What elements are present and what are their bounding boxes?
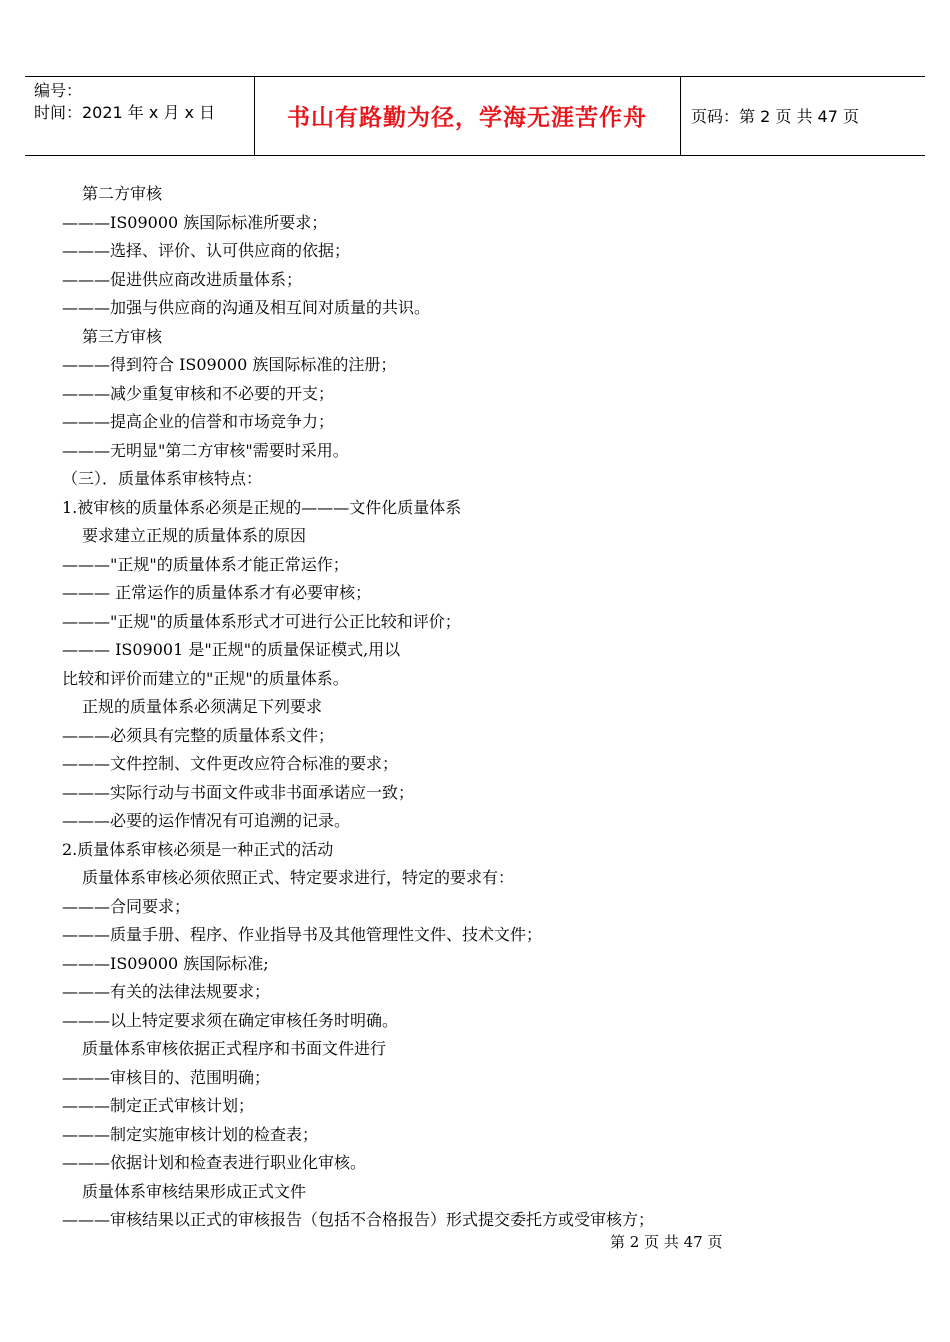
section-heading-line: 正规的质量体系必须满足下列要求 (82, 697, 323, 716)
text-line: ———促进供应商改进质量体系； (62, 269, 303, 289)
section-heading-line: 要求建立正规的质量体系的原因 (82, 526, 307, 545)
header-top-rule (25, 76, 925, 77)
text-line: ——— IS09001 是"正规"的质量保证模式,用以 (62, 640, 401, 659)
section-heading-line: 质量体系审核依据正式程序和书面文件进行 (82, 1039, 387, 1058)
text-line: ———以上特定要求须在确定审核任务时明确。 (62, 1010, 399, 1030)
text-line: ———文件控制、文件更改应符合标准的要求； (62, 754, 399, 773)
text-line: ——— 正常运作的质量体系才有必要审核； (62, 583, 372, 602)
text-line: ———实际行动与书面文件或非书面承诺应一致； (62, 782, 415, 802)
text-line: ———必要的运作情况有可追溯的记录。 (62, 811, 351, 830)
text-line: ———IS09000 族国际标准; (62, 953, 269, 973)
header-divider-right (680, 76, 681, 156)
text-line: ———减少重复审核和不必要的开支； (62, 383, 335, 403)
section-heading-line: 第二方审核 (82, 184, 163, 203)
text-line: 比较和评价而建立的"正规"的质量体系。 (62, 668, 349, 688)
text-line: ———合同要求； (62, 896, 191, 916)
text-line: 1.被审核的质量体系必须是正规的———文件化质量体系 (62, 497, 462, 517)
header-page-number: 页码：第 2 页 共 47 页 (691, 107, 859, 126)
text-line: ———提高企业的信誉和市场竞争力； (62, 412, 335, 431)
document-body (62, 180, 782, 1235)
text-line: ———有关的法律法规要求； (62, 982, 271, 1001)
section-heading-line: 质量体系审核结果形成正式文件 (82, 1181, 307, 1201)
text-line: ———制定正式审核计划； (62, 1096, 255, 1115)
text-line: ———依据计划和检查表进行职业化审核。 (62, 1153, 367, 1172)
text-line: 2.质量体系审核必须是一种正式的活动 (62, 839, 334, 859)
footer-page-number: 第 2 页 共 47 页 (610, 1233, 723, 1251)
text-line: ———审核目的、范围明确； (62, 1067, 271, 1087)
text-line: （三）．质量体系审核特点： (62, 469, 263, 488)
text-line: ———IS09000 族国际标准所要求； (62, 212, 328, 232)
document-time-label: 时间：2021 年 x 月 x 日 (34, 103, 216, 122)
document-number-label: 编号： (34, 81, 83, 100)
text-line: ———选择、评价、认可供应商的依据； (62, 241, 351, 260)
text-line: ———无明显"第二方审核"需要时采用。 (62, 440, 349, 460)
text-line: ———制定实施审核计划的检查表； (62, 1124, 319, 1144)
text-line: ———得到符合 IS09000 族国际标准的注册； (62, 355, 397, 374)
text-line: ———质量手册、程序、作业指导书及其他管理性文件、技术文件； (62, 925, 543, 944)
section-heading-line: 质量体系审核必须依照正式、特定要求进行，特定的要求有： (82, 868, 515, 887)
text-line: ———审核结果以正式的审核报告（包括不合格报告）形式提交委托方或受审核方； (62, 1210, 655, 1229)
header-bottom-rule (25, 155, 925, 156)
text-line: ———"正规"的质量体系才能正常运作； (62, 554, 349, 574)
text-line: ———必须具有完整的质量体系文件； (62, 725, 335, 745)
text-line: ———加强与供应商的沟通及相互间对质量的共识。 (62, 298, 431, 317)
header-motto: 书山有路勤为径，学海无涯苦作舟 (287, 105, 647, 131)
section-heading-line: 第三方审核 (82, 326, 163, 346)
text-line: ———"正规"的质量体系形式才可进行公正比较和评价； (62, 611, 461, 631)
